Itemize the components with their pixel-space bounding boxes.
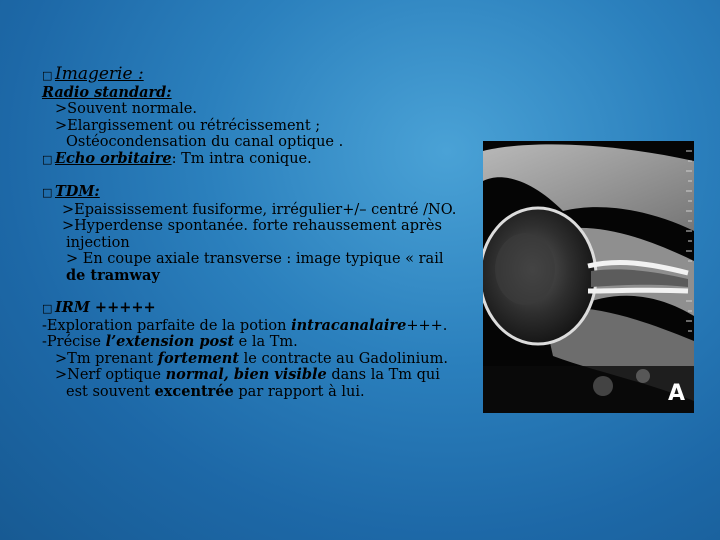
radio-title-line [42,85,482,102]
tdm-title-line [42,184,482,202]
irm-line: >Tm prenant fortement le contracte au Gadolinium. [55,349,448,367]
bullet-icon: □ [42,302,53,315]
bullet-icon: □ [42,186,53,199]
radio-title: Radio standard: [42,83,172,101]
bullet-icon: □ [42,152,53,166]
heading-line [42,66,482,85]
mri-image-letter: A [667,381,685,406]
mri-scan-graphic [483,141,694,413]
echo-line [42,151,482,169]
echo-text: : Tm intra conique. [171,150,312,167]
tdm-item-continuation: de tramway [66,266,160,284]
irm-title: IRM +++++ [55,299,156,316]
slide-heading: Imagerie : [55,64,144,84]
radio-item: >Souvent normale. [55,101,197,117]
radio-item: >Elargissement ou rétrécissement ; [55,117,321,134]
radio-continuation: Ostéocondensation du canal optique . [66,134,344,150]
slide-text [42,66,482,400]
irm-line: >Nerf optique normal, bien visible dans la Tm qui [55,366,440,383]
irm-line: est souvent excentrée par rapport à lui. [66,382,365,400]
irm-title-line [42,300,482,318]
irm-line: -Exploration parfaite de la potion intracanalaire+++. [42,316,448,334]
tdm-title: TDM: [55,183,100,200]
echo-title: Echo orbitaire [55,149,172,167]
tdm-item: > En coupe axiale transverse : image typique « rail [66,251,444,267]
tdm-item: >Epaississement fusiforme, irrégulier+/– centré /NO. [62,201,457,218]
mri-image [483,141,694,413]
tdm-item: >Hyperdense spontanée. forte rehaussement après [62,218,442,234]
bullet-icon: □ [42,69,53,82]
irm-line: -Précise l’extension post e la Tm. [42,333,298,350]
tdm-item-continuation: injection [66,234,130,251]
